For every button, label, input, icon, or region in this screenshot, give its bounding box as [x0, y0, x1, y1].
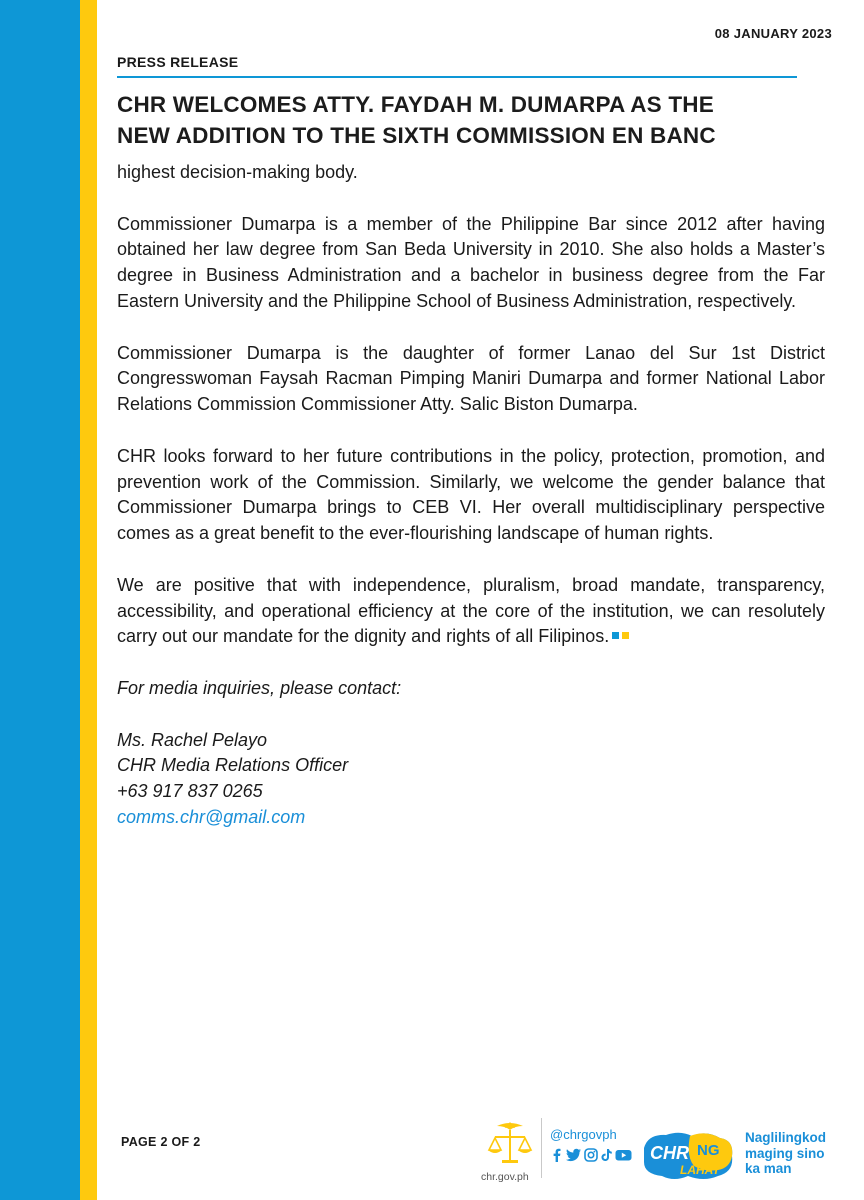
paragraph-2: Commissioner Dumarpa is the daughter of former Lanao del Sur 1st District Congresswoman Faysah Racman Pimping Maniri Dumarpa and former National Labor Relations Commission Commissioner Atty. Salic Biston Dumarpa.	[117, 342, 825, 415]
contact-phone: +63 917 837 0265	[117, 781, 263, 802]
chr-seal-logo[interactable]	[475, 1118, 545, 1188]
media-contact	[117, 676, 825, 831]
social-block	[550, 1127, 632, 1167]
yellow-square-icon	[622, 632, 629, 639]
title-line-1: CHR WELCOMES ATTY. FAYDAH M. DUMARPA AS THE	[117, 92, 714, 117]
tagline-line-3: ka man	[745, 1161, 792, 1176]
paragraph-3: CHR looks forward to her future contributions in the policy, protection, promotion, and prevention work of the Commission. Similarly, we welcome the gender balance that Commissioner Dumarpa brings to CEB VI. Her overall multidisciplinary perspective comes as a great benefit to the ever-flourishing landscape of human rights.	[117, 445, 825, 544]
paragraph-4-text: We are positive that with independence, pluralism, broad mandate, transparency, accessibility, and operational efficiency at the core of the institution, we can resolutely carry out our mandate for the dignity and rights of all Filipinos.	[117, 574, 825, 647]
footer-tagline	[745, 1130, 826, 1177]
paragraph-4	[117, 573, 825, 650]
twitter-icon[interactable]	[566, 1148, 582, 1167]
youtube-icon[interactable]	[615, 1148, 632, 1167]
scales-of-justice-icon	[475, 1118, 545, 1170]
press-release-label: PRESS RELEASE	[117, 54, 239, 70]
header-rule	[117, 76, 797, 78]
page-number: PAGE 2 OF 2	[121, 1135, 201, 1149]
paragraph-0: highest decision-making body.	[117, 162, 358, 182]
left-blue-stripe	[0, 0, 80, 1200]
blue-square-icon	[612, 632, 619, 639]
contact-role: CHR Media Relations Officer	[117, 755, 349, 776]
contact-email-link[interactable]: comms.chr@gmail.com	[117, 806, 306, 827]
tiktok-icon[interactable]	[600, 1148, 613, 1167]
facebook-icon[interactable]	[550, 1148, 564, 1167]
contact-name: Ms. Rachel Pelayo	[117, 729, 268, 750]
svg-text:CHR: CHR	[650, 1143, 689, 1163]
svg-text:LAHAT: LAHAT	[680, 1163, 720, 1177]
chr-ng-lahat-logo-graphic	[640, 1126, 736, 1184]
tagline-line-2: maging sino	[745, 1145, 825, 1161]
contact-intro: For media inquiries, please contact:	[117, 677, 402, 698]
instagram-icon[interactable]	[584, 1148, 598, 1167]
release-date: 08 JANUARY 2023	[714, 26, 832, 41]
tagline-line-1: Naglilingkod	[745, 1130, 826, 1145]
article-body	[117, 160, 825, 831]
chr-ng-lahat-logo[interactable]	[640, 1126, 736, 1184]
social-icons	[550, 1148, 632, 1167]
left-yellow-stripe	[80, 0, 97, 1200]
footer-divider	[541, 1118, 542, 1178]
title-line-2: NEW ADDITION TO THE SIXTH COMMISSION EN BANC	[117, 123, 716, 148]
paragraph-1: Commissioner Dumarpa is a member of the Philippine Bar since 2012 after having obtained her law degree from San Beda University in 2010. She also holds a Master’s degree in Business Administration and a bachelor in business degree from the Far Eastern University and the Philippine School of Business Administration, respectively.	[117, 213, 825, 311]
social-handle[interactable]: @chrgovph	[550, 1127, 617, 1142]
page-title	[117, 89, 817, 151]
site-url: chr.gov.ph	[481, 1171, 529, 1183]
svg-text:NG: NG	[697, 1142, 720, 1159]
